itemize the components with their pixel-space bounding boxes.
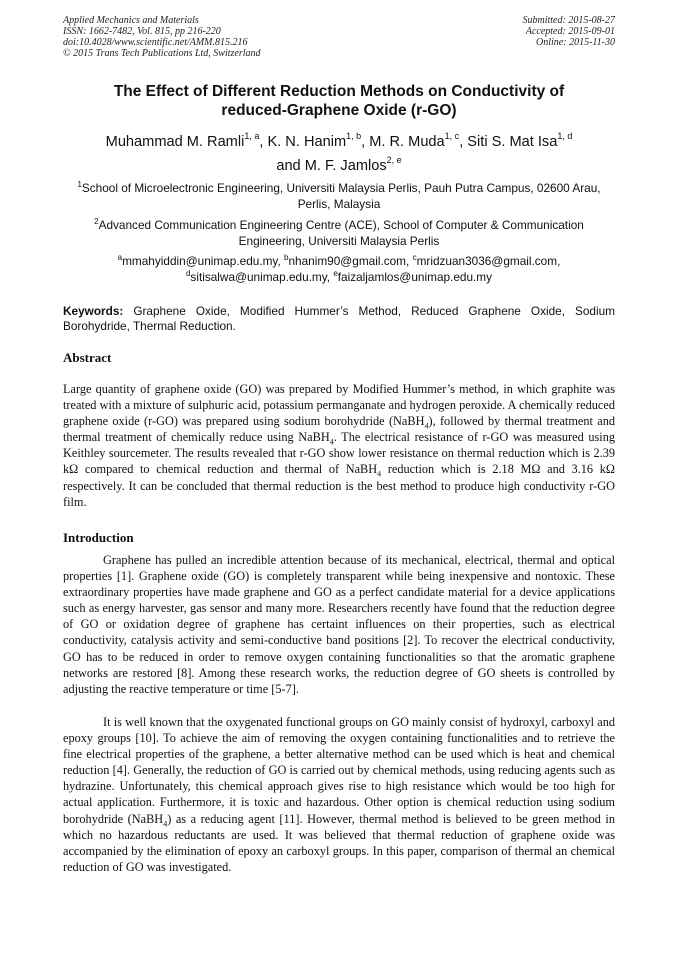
copyright-line: © 2015 Trans Tech Publications Ltd, Switzerland (63, 48, 261, 59)
email-sup: c (412, 253, 417, 263)
affiliation-text: Advanced Communication Engineering Centre (ACE), School of Computer & Communication Engineering, Universiti Malaysia Perlis (98, 218, 584, 248)
email-sup: e (333, 268, 338, 278)
accepted-date: Accepted: 2015-09-01 (525, 26, 615, 37)
author-separator: , (259, 134, 268, 150)
introduction-heading: Introduction (63, 530, 134, 545)
author-affil-sup: 1, a (244, 131, 260, 142)
keywords (63, 304, 615, 334)
email-link[interactable]: sitisalwa@unimap.edu.my, (190, 269, 334, 284)
title-line-2: reduced-Graphene Oxide (r-GO) (221, 102, 457, 119)
affiliation-1 (63, 181, 615, 212)
author-affil-sup: 1, c (444, 131, 460, 142)
doi-line[interactable]: doi:10.4028/www.scientific.net/AMM.815.216 (63, 37, 248, 48)
intro-text: ) as a reducing agent [11]. However, thermal method is believed to be green method in which no hazardous reductants are used. It was believed that thermal reduction of graphene oxide was accompanied by the elimination of epoxy an carboxyl groups. In this paper, comparison of thermal an chemical reduction of GO was investigated. (63, 811, 615, 874)
abstract-heading: Abstract (63, 350, 112, 365)
keywords-label: Keywords: (63, 304, 124, 318)
subscript: 4 (377, 469, 382, 479)
issn-line: ISSN: 1662-7482, Vol. 815, pp 216-220 (63, 26, 221, 37)
affiliation-2 (63, 218, 615, 249)
introduction-paragraph-2 (63, 714, 615, 875)
affiliation-sup: 2 (94, 217, 99, 227)
email-link[interactable]: faizaljamlos@unimap.edu.my (337, 269, 493, 284)
intro-text: It is well known that the oxygenated functional groups on GO mainly consist of hydroxyl, carboxyl and epoxy groups [10]. To achieve the aim of removing the oxygen containing functionalities and to retrieve the fine electrical properties of the graphene, a better alternative method can be used which is heat and chemical reduction [4]. Generally, the reduction of GO is carried out by chemical methods, using reducing agents such as hydrazine. Unfortunately, this chemical approach gives rise to high resistance which would be too high for actual application. Furthermore, it is toxic and hazardous. Other option is chemical reduction using sodium borohydride (NaBH (63, 715, 615, 826)
subscript: 4 (424, 421, 429, 431)
online-date: Online: 2015-11-30 (536, 37, 615, 48)
abstract-text: . The electrical resistance of r-GO was measured using Keithley sourcemeter. The results revealed that r-GO show lower resistance on thermal reduction which is 2.39 kΩ compared to chemical reduction and thermal of NaBH (63, 430, 615, 477)
subscript: 4 (163, 819, 168, 829)
author-name: Muhammad M. Ramli (105, 134, 245, 150)
author-separator: , (361, 134, 370, 150)
email-sup: d (185, 268, 191, 278)
email-list (63, 254, 615, 285)
author-list (63, 130, 615, 178)
subscript: 4 (329, 437, 334, 447)
abstract-text: Large quantity of graphene oxide (GO) was prepared by Modified Hummer’s method, in which graphite was treated with a mixture of sulphuric acid, potassium permanganate and hydrogen peroxide. A chemically reduced graphene oxide (r-GO) was prepared using sodium borohydride (NaBH (63, 382, 615, 429)
email-sup: a (117, 253, 123, 263)
keywords-text: Graphene Oxide, Modified Hummer’s Method, Reduced Graphene Oxide, Sodium Borohydride, Thermal Reduction. (63, 304, 615, 333)
author-name: M. R. Muda (369, 134, 445, 150)
affiliation-text: School of Microelectronic Engineering, Universiti Malaysia Perlis, Pauh Putra Campus, 02600 Arau, Perlis, Malaysia (81, 181, 601, 211)
introduction-paragraph-1: Graphene has pulled an incredible attention because of its mechanical, electrical, thermal and optical properties [1]. Graphene oxide (GO) is completely transparent while being inexpensive and nontoxic. These extraordinary properties have made graphene and GO as a perfect candidate material for a device applications such as energy harvester, gas sensor and many more. Researchers recently have found that the reduction degree of GO or oxidation degree of graphene has certaint influences on their properties, such as electrical conductivity, catalysis activity and semi-conductive band positions [2]. To recover the electrical conductivity, GO has to be reduced in order to remove oxygen containing functionalities so that the aromatic graphene networks are restored [8]. Among these research works, the reduction degree of GO sheets is controlled by adjusting the reactive temperature or time [5-7]. (63, 553, 615, 696)
email-link[interactable]: nhanim90@gmail.com, (288, 254, 413, 268)
author-conjunction: and (276, 158, 305, 174)
affiliation-sup: 1 (77, 180, 82, 190)
author-affil-sup: 1, d (557, 131, 573, 142)
submitted-date: Submitted: 2015-08-27 (522, 15, 615, 26)
author-name: Siti S. Mat Isa (467, 134, 558, 150)
title-line-1: The Effect of Different Reduction Methods on Conductivity of (113, 83, 565, 100)
author-affil-sup: 2, e (386, 155, 402, 166)
abstract-text: reduction which is 2.18 MΩ and 3.16 kΩ respectively. It can be concluded that thermal reduction is the best method to produce high conductivity r-GO film. (63, 462, 615, 509)
author-affil-sup: 1, b (346, 131, 362, 142)
author-separator: , (459, 134, 468, 150)
abstract-paragraph (63, 381, 615, 510)
journal-info (63, 15, 261, 59)
abstract-text: ), followed by thermal treatment and thermal treatment of chemically reduce using NaBH (63, 414, 615, 445)
email-link[interactable]: mmahyiddin@unimap.edu.my, (122, 254, 285, 268)
email-sup: b (284, 253, 289, 263)
journal-name: Applied Mechanics and Materials (63, 15, 199, 26)
author-name: K. N. Hanim (267, 134, 347, 150)
author-name: M. F. Jamlos (304, 158, 387, 174)
email-link[interactable]: mridzuan3036@gmail.com, (416, 254, 561, 268)
paper-title (63, 82, 615, 120)
submission-dates (523, 15, 616, 48)
